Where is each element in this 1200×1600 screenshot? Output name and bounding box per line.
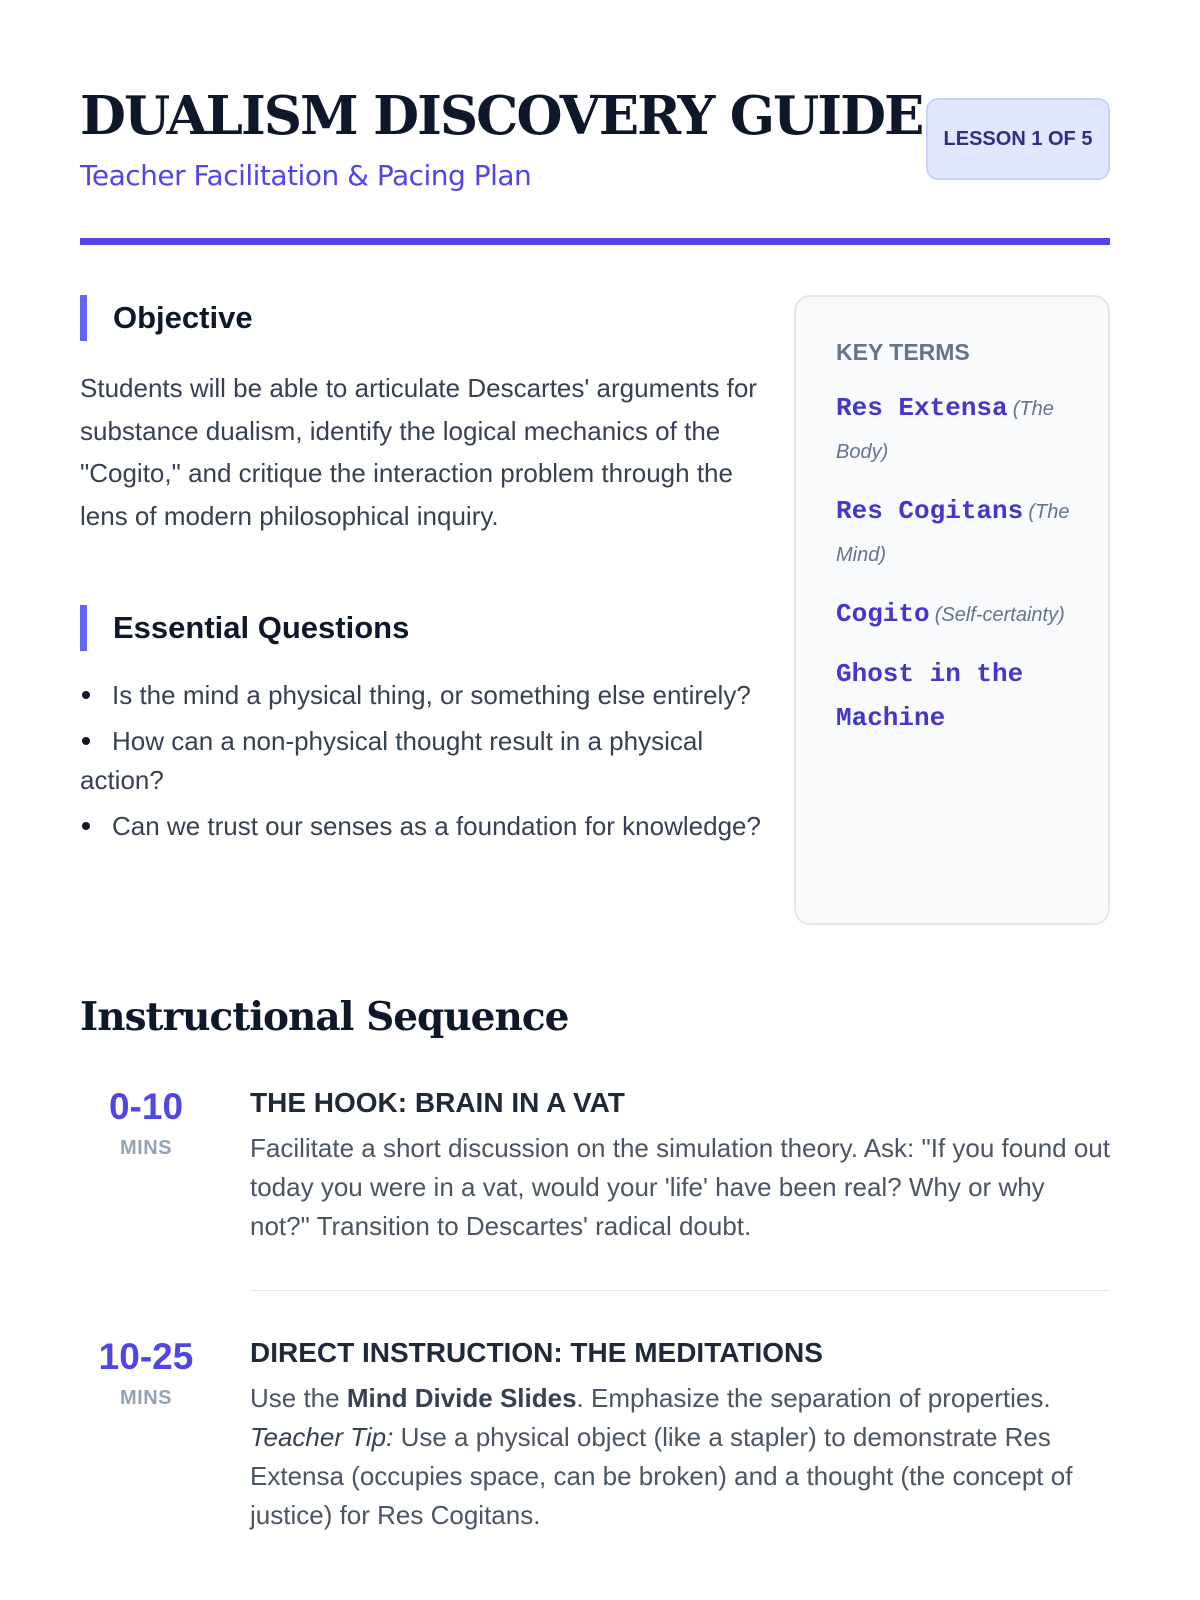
lesson-page (80, 0, 1110, 1600)
slides-resource-name: Mind Divide Slides (346, 1383, 577, 1413)
essential-questions-list (80, 676, 770, 853)
term-name: Ghost in the Machine (836, 659, 1024, 733)
key-term (836, 653, 1070, 741)
step-text: Use the (250, 1383, 347, 1413)
step-description (250, 1379, 1110, 1535)
term-name: Res Extensa (836, 393, 1008, 423)
bullet-icon (82, 822, 90, 830)
list-item (80, 807, 770, 846)
objective-heading: Objective (80, 295, 253, 341)
step-body (250, 1333, 1110, 1535)
step-text: . Emphasize the separation of properties. (576, 1383, 1051, 1413)
time-unit: MINS (120, 1387, 172, 1409)
step-description: Facilitate a short discussion on the simulation theory. Ask: "If you found out today you were in a vat, would your 'life' have been real? Why or why not?" Transition to Descartes' radical doubt. (250, 1133, 1110, 1241)
term-name: Cogito (836, 599, 930, 629)
term-name: Res Cogitans (836, 496, 1024, 526)
bullet-icon (82, 691, 90, 699)
objective-text: Students will be able to articulate Descartes' arguments for substance dualism, identify the logical mechanics of the "Cogito," and critique the interaction problem through the lens of modern philosophical inquiry. (80, 373, 757, 531)
page-title: DUALISM DISCOVERY GUIDE (80, 85, 923, 147)
step-title: THE HOOK: BRAIN IN A VAT (250, 1087, 625, 1118)
time-range: 10-25 (98, 1336, 194, 1377)
key-term (836, 490, 1070, 577)
list-item (80, 676, 770, 715)
term-gloss: (The Mind) (836, 501, 1070, 566)
question-text: Can we trust our senses as a foundation for knowledge? (112, 811, 761, 841)
step-body (250, 1083, 1110, 1246)
bullet-icon (82, 737, 90, 745)
header-divider (80, 238, 1110, 245)
step-text: Use a physical object (like a stapler) to demonstrate Res Extensa (occupies space, can be broken) and a thought (the concept of justice) for Res Cogitans. (250, 1422, 1073, 1530)
lesson-progress-badge: LESSON 1 OF 5 (926, 98, 1110, 180)
term-gloss: (Self-certainty) (934, 604, 1065, 626)
sequence-title: Instructional Sequence (80, 994, 569, 1040)
page-header (80, 86, 1110, 246)
step-title: DIRECT INSTRUCTION: THE MEDITATIONS (250, 1337, 823, 1368)
term-gloss: (The Body) (836, 398, 1054, 463)
key-term (836, 593, 1070, 637)
page-subtitle: Teacher Facilitation & Pacing Plan (80, 159, 532, 192)
step-divider (250, 1290, 1110, 1291)
list-item (80, 722, 770, 800)
question-text: Is the mind a physical thing, or something else entirely? (112, 680, 751, 710)
key-terms-card (794, 295, 1110, 925)
essential-questions-heading: Essential Questions (80, 605, 409, 651)
time-unit: MINS (120, 1137, 172, 1159)
key-term (836, 387, 1070, 474)
time-block (80, 1083, 212, 1160)
time-range: 0-10 (108, 1086, 184, 1127)
time-block (80, 1333, 212, 1410)
question-text: How can a non-physical thought result in a physical action? (80, 726, 704, 795)
key-terms-heading: KEY TERMS (836, 339, 970, 365)
teacher-tip-label: Teacher Tip: (250, 1422, 394, 1452)
